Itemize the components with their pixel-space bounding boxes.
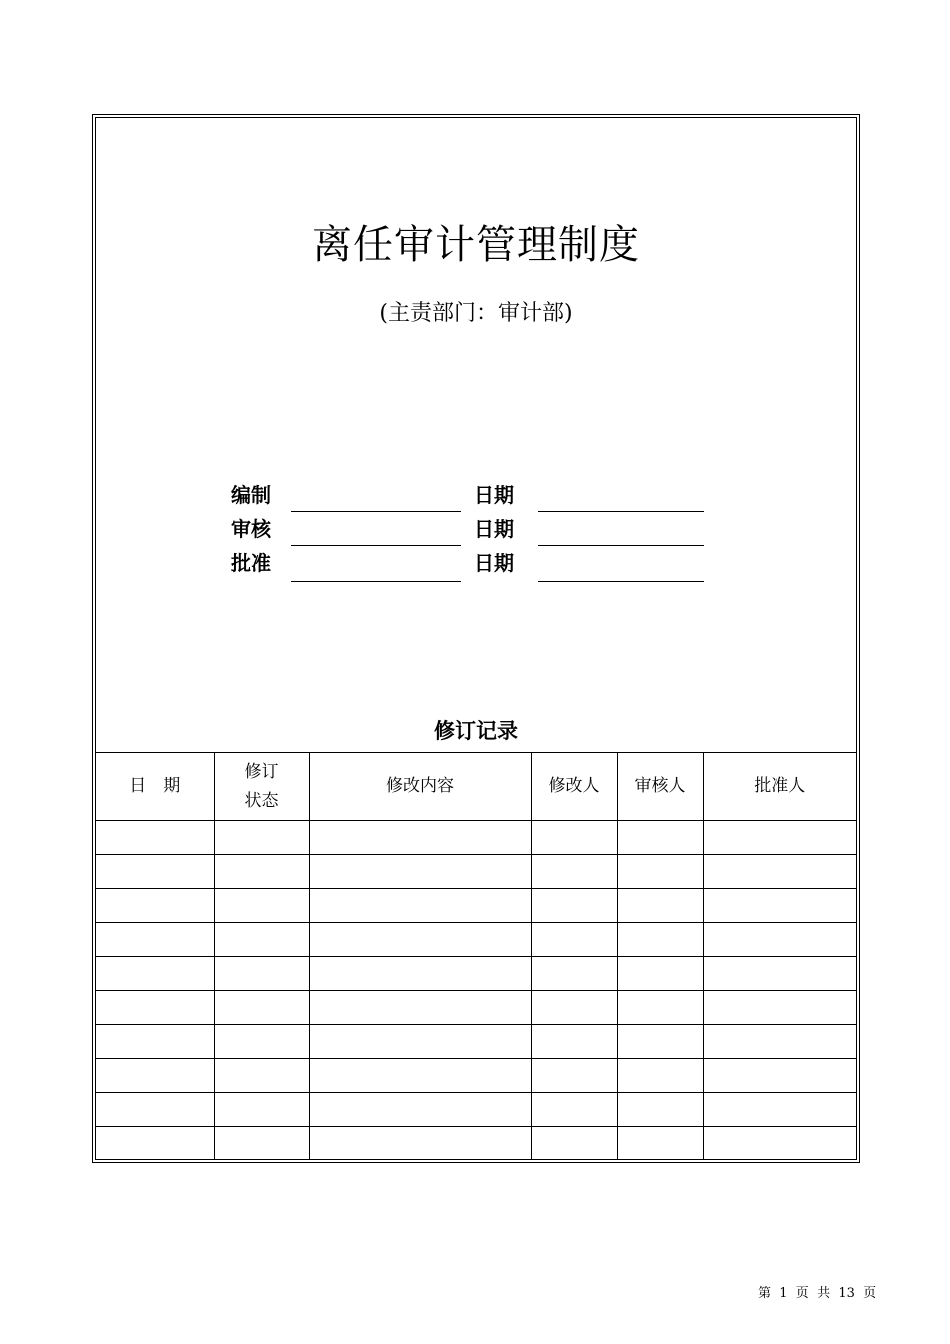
cell-content[interactable] <box>309 991 531 1025</box>
cell-approver[interactable] <box>703 991 856 1025</box>
cell-approver[interactable] <box>703 855 856 889</box>
cell-reviewer[interactable] <box>617 1025 703 1059</box>
cell-date[interactable] <box>96 855 214 889</box>
cell-modifier[interactable] <box>531 991 617 1025</box>
cell-content[interactable] <box>309 855 531 889</box>
signoff-role-label: 审核 <box>231 517 271 541</box>
cell-reviewer[interactable] <box>617 855 703 889</box>
cell-content[interactable] <box>309 923 531 957</box>
table-row <box>96 1025 856 1059</box>
cell-approver[interactable] <box>703 1025 856 1059</box>
cell-reviewer[interactable] <box>617 1093 703 1127</box>
cell-reviewer[interactable] <box>617 957 703 991</box>
cell-modifier[interactable] <box>531 957 617 991</box>
table-row <box>96 957 856 991</box>
cell-status[interactable] <box>214 1059 309 1093</box>
cell-reviewer[interactable] <box>617 821 703 855</box>
cell-modifier[interactable] <box>531 1093 617 1127</box>
cell-status[interactable] <box>214 889 309 923</box>
header-reviewer: 审核人 <box>617 753 703 821</box>
signoff-name-line[interactable] <box>291 581 461 582</box>
header-approver: 批准人 <box>703 753 856 821</box>
cell-approver[interactable] <box>703 821 856 855</box>
cell-status[interactable] <box>214 855 309 889</box>
header-modifier: 修改人 <box>531 753 617 821</box>
cell-reviewer[interactable] <box>617 1127 703 1161</box>
header-status-line2: 状态 <box>244 790 279 811</box>
cell-date[interactable] <box>96 957 214 991</box>
cell-content[interactable] <box>309 1093 531 1127</box>
header-date: 日 期 <box>96 753 214 821</box>
cell-reviewer[interactable] <box>617 1059 703 1093</box>
cell-status[interactable] <box>214 1025 309 1059</box>
cell-approver[interactable] <box>703 1127 856 1161</box>
signoff-date-label: 日期 <box>474 551 514 575</box>
revision-table <box>96 752 856 1160</box>
signoff-date-label: 日期 <box>474 483 514 507</box>
signoff-role-label: 编制 <box>231 483 271 507</box>
cell-reviewer[interactable] <box>617 923 703 957</box>
cell-date[interactable] <box>96 1127 214 1161</box>
cell-status[interactable] <box>214 923 309 957</box>
document-title: 离任审计管理制度 <box>312 222 640 268</box>
document-subtitle: (主责部门：审计部) <box>379 301 573 326</box>
cell-status[interactable] <box>214 821 309 855</box>
cell-content[interactable] <box>309 1059 531 1093</box>
cell-content[interactable] <box>309 821 531 855</box>
revision-record-title: 修订记录 <box>434 719 518 743</box>
header-content: 修改内容 <box>309 753 531 821</box>
signoff-row-prepare <box>96 478 856 512</box>
signoff-date-label: 日期 <box>474 517 514 541</box>
cell-modifier[interactable] <box>531 923 617 957</box>
cell-date[interactable] <box>96 889 214 923</box>
cell-status[interactable] <box>214 1093 309 1127</box>
cell-reviewer[interactable] <box>617 991 703 1025</box>
cell-content[interactable] <box>309 889 531 923</box>
cell-date[interactable] <box>96 923 214 957</box>
table-row <box>96 923 856 957</box>
cell-date[interactable] <box>96 991 214 1025</box>
cell-modifier[interactable] <box>531 1127 617 1161</box>
cell-approver[interactable] <box>703 923 856 957</box>
cell-status[interactable] <box>214 957 309 991</box>
table-row <box>96 1093 856 1127</box>
table-row <box>96 1059 856 1093</box>
cell-content[interactable] <box>309 1025 531 1059</box>
table-row <box>96 889 856 923</box>
document-frame <box>95 117 857 1160</box>
cell-content[interactable] <box>309 957 531 991</box>
cell-approver[interactable] <box>703 1093 856 1127</box>
cell-date[interactable] <box>96 821 214 855</box>
cell-status[interactable] <box>214 1127 309 1161</box>
table-row <box>96 855 856 889</box>
table-row <box>96 1127 856 1161</box>
revision-table-body <box>96 821 856 1161</box>
signoff-role-label: 批准 <box>231 551 271 575</box>
cell-status[interactable] <box>214 991 309 1025</box>
cell-reviewer[interactable] <box>617 889 703 923</box>
cell-date[interactable] <box>96 1093 214 1127</box>
header-status-line1: 修订 <box>244 761 279 782</box>
signoff-row-review <box>96 512 856 546</box>
cell-date[interactable] <box>96 1025 214 1059</box>
header-revision-status <box>214 753 309 821</box>
revision-header-row <box>96 753 856 821</box>
cell-modifier[interactable] <box>531 1025 617 1059</box>
cell-date[interactable] <box>96 1059 214 1093</box>
cell-content[interactable] <box>309 1127 531 1161</box>
signoff-row-approve <box>96 546 856 580</box>
cell-modifier[interactable] <box>531 855 617 889</box>
table-row <box>96 991 856 1025</box>
page-number-footer: 第 1 页 共 13 页 <box>758 1286 877 1301</box>
table-row <box>96 821 856 855</box>
signoff-date-line[interactable] <box>538 581 704 582</box>
cell-modifier[interactable] <box>531 1059 617 1093</box>
cell-approver[interactable] <box>703 1059 856 1093</box>
cell-approver[interactable] <box>703 957 856 991</box>
cell-modifier[interactable] <box>531 821 617 855</box>
cell-modifier[interactable] <box>531 889 617 923</box>
cell-approver[interactable] <box>703 889 856 923</box>
